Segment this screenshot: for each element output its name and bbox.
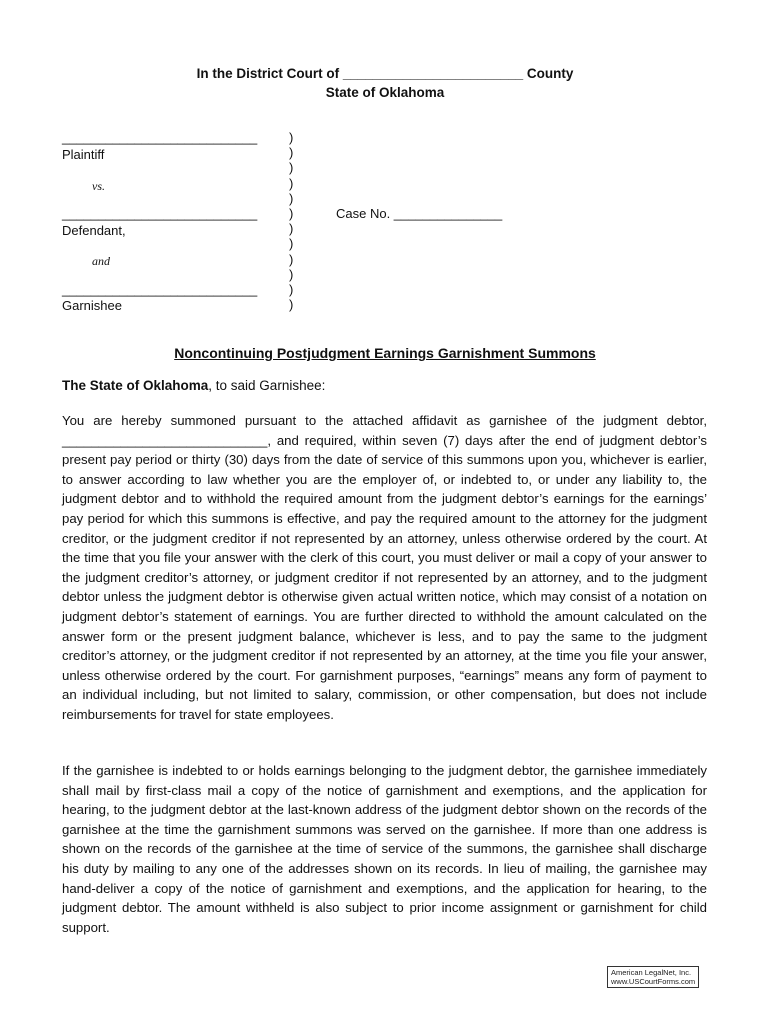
paren: ) [289, 281, 294, 297]
garnishee-label: Garnishee [62, 298, 122, 313]
summons-paragraph: You are hereby summoned pursuant to the attached affidavit as garnishee of the judgment debtor, ____________________________, and required, within seven (7) days after the end of judgment debtor’s present pay period or thirty (30) days from the date of service of this summons upon you, whichever is earlier, to answer according to law whether you are the employer of, or indebted to, or under any liability to, the judgment debtor and to withhold the required amount from the judgment debtor’s earnings for the earnings’ pay period for which this summons is effective, and pay the required amount to the attorney for the judgment creditor, or the judgment creditor if not represented by an attorney, unless otherwise ordered by the court. At the time that you file your answer with the clerk of this court, you must deliver or mail a copy of your answer to the judgment creditor’s attorney, or judgment creditor if not represented by an attorney, and to the judgment debtor unless the judgment debtor is otherwise given actual written notice, which may consist of a notation on judgment debtor’s statement of earnings. You are further directed to withhold the amount calculated on the answer form or the present judgment balance, whichever is less, and to pay the same to the judgment creditor’s attorney, or the judgment creditor if not represented by an attorney, at the time you file your answer, unless otherwise ordered by the court. For garnishment purposes, “earnings” means any form of payment to an individual including, but not limited to salary, commission, or other compensation, but does not include reimbursements for travel for state employees. [62, 413, 707, 722]
paren: ) [289, 297, 294, 313]
caption-parentheses [289, 130, 293, 312]
addressee-rest: , to said Garnishee: [208, 378, 326, 393]
paren: ) [289, 221, 294, 237]
paren: ) [289, 130, 294, 145]
publisher-url: www.USCourtForms.com [611, 977, 696, 986]
paren: ) [289, 145, 294, 161]
plaintiff-name-blank: ___________________________ [62, 130, 258, 145]
addressee-state: The State of Oklahoma [62, 378, 209, 393]
paren: ) [289, 236, 294, 252]
paren: ) [289, 175, 294, 191]
addressee-line [62, 378, 325, 393]
garnishee-duty-paragraph: If the garnishee is indebted to or holds earnings belonging to the judgment debtor, the garnishee immediately shall mail by first-class mail a copy of the notice of garnishment and exemptions, and the application for hearing, to the judgment debtor at the last-known address of the judgment debtor shown on the records of the garnishee at the time the garnishment summons was served on the garnishee. If more than one address is shown on the records of the garnishee at the time of service of the summons, the garnishee shall discharge his duty by mailing to any one of the addresses shown on its records. In lieu of mailing, the garnishee may hand-deliver a copy of the notice of garnishment and exemptions, and the application for hearing, to the judgment debtor. The amount withheld is also subject to prior income assignment or garnishment for child support. [62, 763, 707, 935]
and-label: and [92, 254, 110, 268]
plaintiff-label: Plaintiff [62, 147, 105, 162]
publisher-name: American LegalNet, Inc. [611, 968, 692, 977]
state-line: State of Oklahoma [325, 85, 445, 100]
defendant-name-blank: ___________________________ [62, 206, 258, 221]
garnishee-name-blank: ___________________________ [62, 282, 258, 297]
defendant-label: Defendant, [62, 223, 126, 238]
paren: ) [289, 190, 294, 206]
paren: ) [289, 266, 294, 282]
publisher-footer [607, 966, 699, 988]
versus-label: vs. [92, 179, 105, 193]
court-header [0, 64, 770, 102]
court-name-line: In the District Court of ________________________ County [196, 66, 574, 81]
paren: ) [289, 251, 294, 267]
paren: ) [289, 205, 294, 221]
case-number-field: Case No. _______________ [336, 206, 503, 221]
document-title: Noncontinuing Postjudgment Earnings Garnishment Summons [174, 345, 596, 361]
paren: ) [289, 160, 294, 176]
